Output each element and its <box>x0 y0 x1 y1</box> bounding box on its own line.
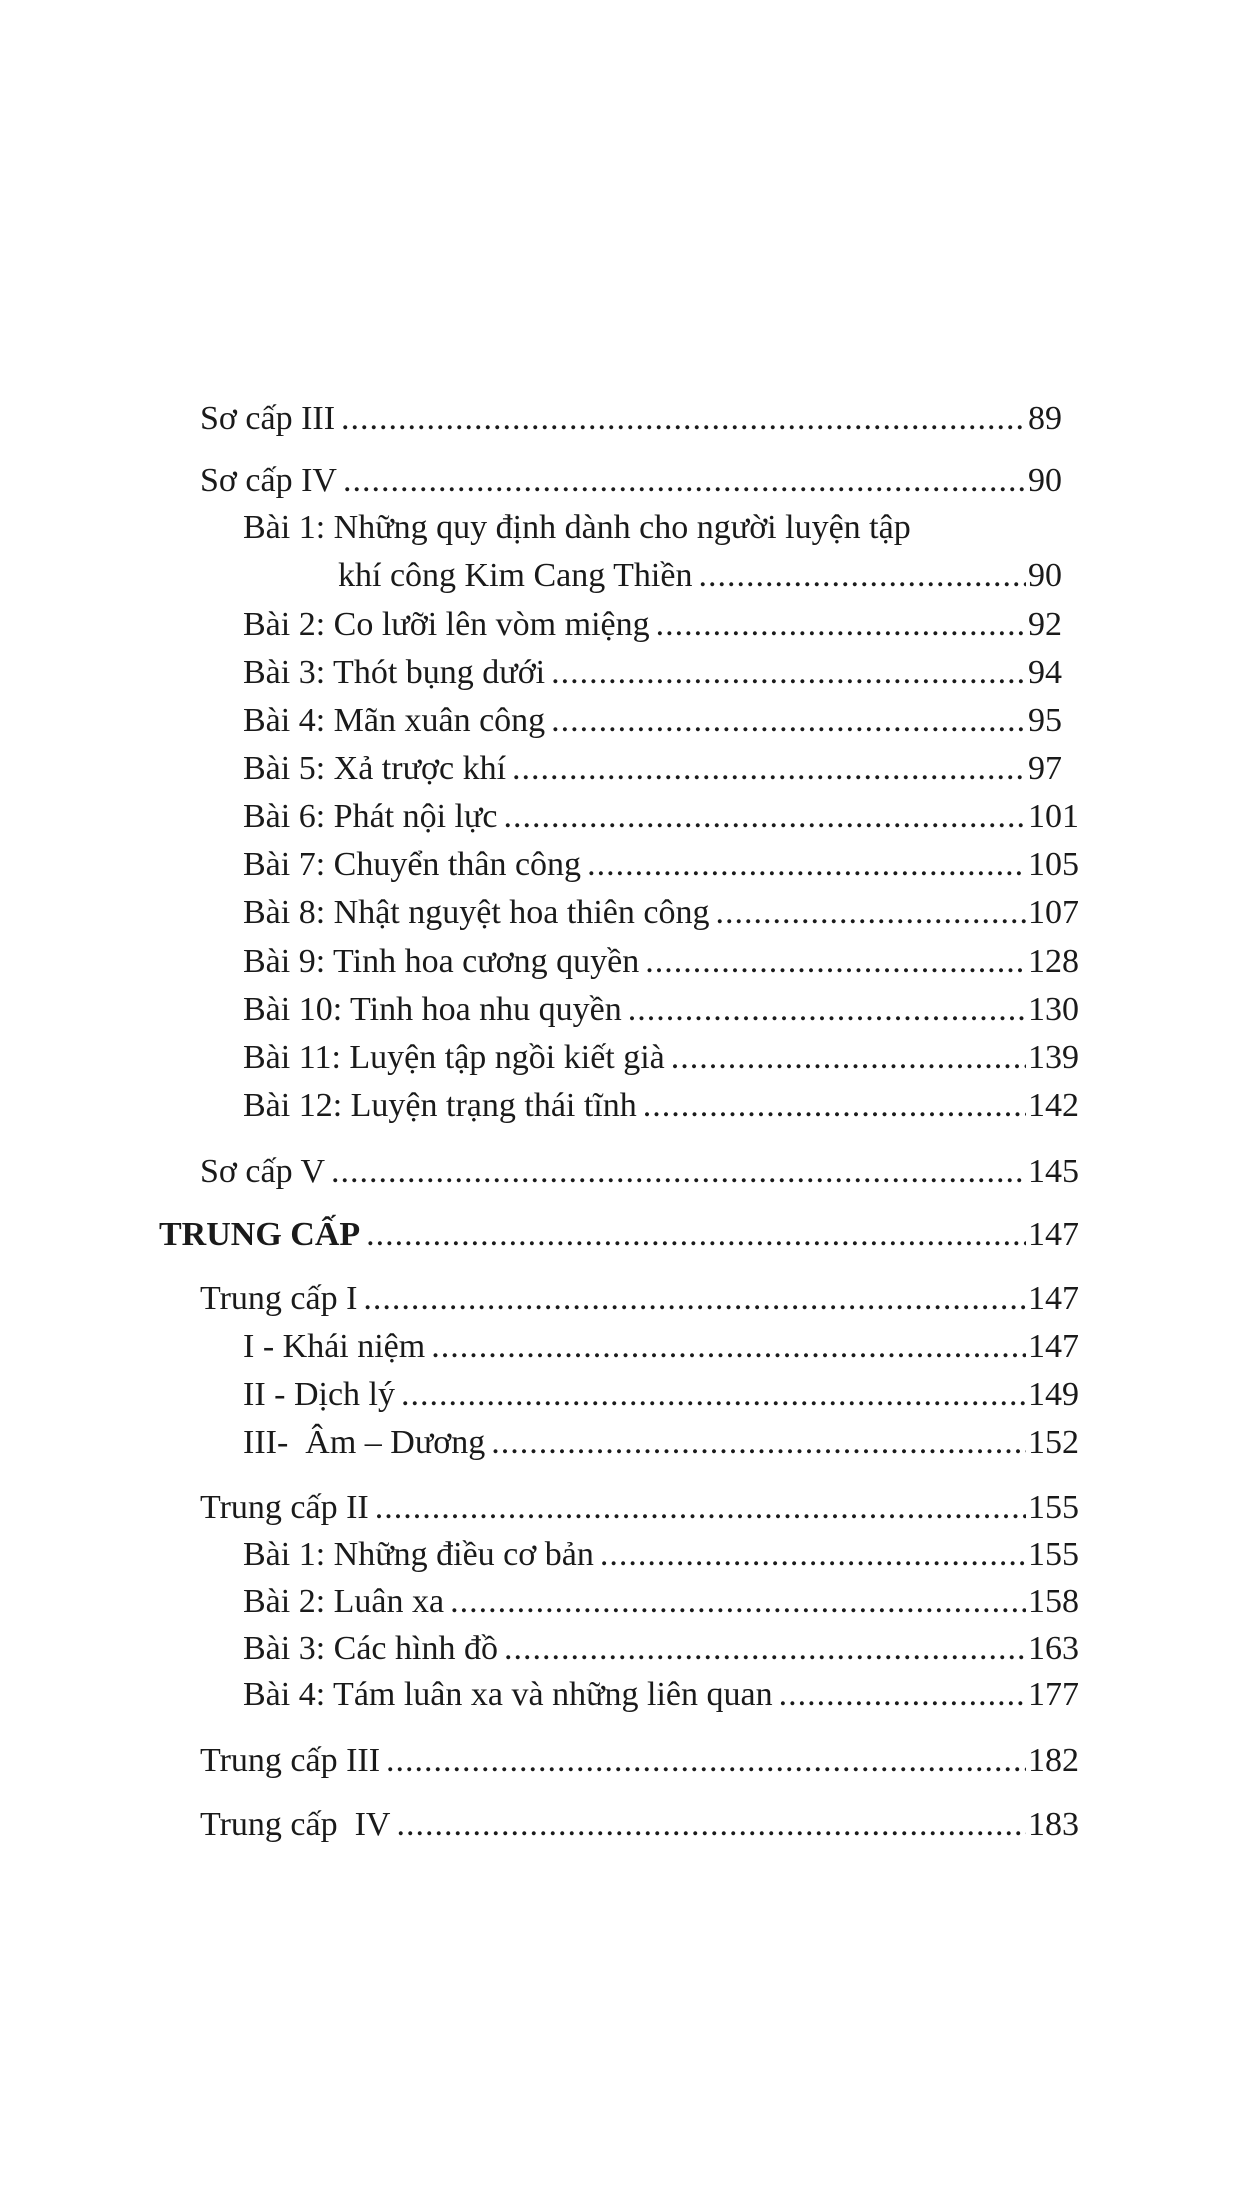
dot-leader <box>343 459 1026 503</box>
toc-entry-title: III- Âm – Dương <box>243 1424 486 1461</box>
dot-leader <box>779 1673 1026 1717</box>
toc-entry-page: 182 <box>1028 1742 1079 1779</box>
toc-entry-page: 147 <box>1028 1328 1079 1365</box>
dot-leader <box>341 397 1026 441</box>
toc-entry-title: Bài 4: Tám luân xa và những liên quan <box>243 1676 773 1713</box>
dot-leader <box>366 1213 1026 1257</box>
toc-entry[interactable] <box>243 1580 1079 1624</box>
dot-leader <box>431 1325 1026 1369</box>
toc-entry[interactable] <box>243 795 1079 839</box>
toc-entry-title: Bài 3: Thót bụng dưới <box>243 654 546 691</box>
toc-entry-title: Sơ cấp III <box>200 400 336 437</box>
toc-entry-title: Bài 8: Nhật nguyệt hoa thiên công <box>243 894 710 931</box>
toc-entry-title: khí công Kim Cang Thiền <box>338 557 693 594</box>
toc-entry-page: 105 <box>1028 846 1079 883</box>
toc-entry-page: 142 <box>1028 1087 1079 1124</box>
dot-leader <box>671 1036 1026 1080</box>
toc-entry-page: 147 <box>1028 1280 1079 1317</box>
dot-leader <box>643 1084 1026 1128</box>
dot-leader <box>587 843 1026 887</box>
toc-entry-title: Bài 9: Tinh hoa cương quyền <box>243 943 640 980</box>
toc-section-heading[interactable] <box>159 1213 1079 1257</box>
dot-leader <box>600 1533 1026 1577</box>
toc-entry[interactable] <box>243 843 1079 887</box>
dot-leader <box>551 651 1026 695</box>
dot-leader <box>363 1277 1026 1321</box>
toc-entry-page: 155 <box>1028 1536 1079 1573</box>
toc-entry-page: 158 <box>1028 1583 1079 1620</box>
toc-entry-page: 101 <box>1028 798 1079 835</box>
toc-entry-page: 152 <box>1028 1424 1079 1461</box>
toc-entry-title: Trung cấp IV <box>200 1806 391 1843</box>
toc-entry[interactable] <box>200 1150 1079 1194</box>
toc-entry-page: 94 <box>1028 654 1062 691</box>
toc-entry-page: 145 <box>1028 1153 1079 1190</box>
dot-leader <box>491 1421 1026 1465</box>
toc-entry[interactable] <box>243 988 1079 1032</box>
dot-leader <box>512 747 1026 791</box>
toc-entry[interactable] <box>200 1486 1079 1530</box>
toc-entry[interactable] <box>243 651 1062 695</box>
toc-entry-title: Bài 6: Phát nội lực <box>243 798 498 835</box>
toc-entry-title-line1: Bài 1: Những quy định dành cho người luyện tập <box>243 509 911 546</box>
toc-entry[interactable] <box>338 554 1062 598</box>
toc-entry-page: 177 <box>1028 1676 1079 1713</box>
toc-entry[interactable] <box>200 1803 1079 1847</box>
toc-entry-title: Bài 5: Xả trược khí <box>243 750 507 787</box>
toc-entry[interactable] <box>243 603 1062 647</box>
toc-entry[interactable] <box>200 459 1062 503</box>
toc-entry[interactable] <box>243 1673 1079 1717</box>
dot-leader <box>396 1803 1026 1847</box>
toc-entry[interactable] <box>200 1277 1079 1321</box>
toc-entry[interactable] <box>200 1739 1079 1783</box>
toc-entry-page: 183 <box>1028 1806 1079 1843</box>
toc-entry[interactable] <box>243 747 1062 791</box>
toc-entry-title: I - Khái niệm <box>243 1328 426 1365</box>
toc-entry-page: 147 <box>1028 1216 1079 1253</box>
toc-entry-page: 90 <box>1028 462 1062 499</box>
toc-entry-page: 92 <box>1028 606 1062 643</box>
toc-entry-page: 90 <box>1028 557 1062 594</box>
toc-entry[interactable] <box>243 699 1062 743</box>
toc-entry-title: II - Dịch lý <box>243 1376 396 1413</box>
dot-leader <box>331 1150 1026 1194</box>
toc-entry-title: Bài 7: Chuyển thân công <box>243 846 582 883</box>
dot-leader <box>645 940 1026 984</box>
dot-leader <box>715 891 1026 935</box>
toc-entry-page: 107 <box>1028 894 1079 931</box>
toc-entry[interactable] <box>243 1325 1079 1369</box>
dot-leader <box>628 988 1026 1032</box>
toc-entry-page: 163 <box>1028 1630 1079 1667</box>
dot-leader <box>504 795 1026 839</box>
toc-entry-title: Bài 3: Các hình đồ <box>243 1630 498 1667</box>
dot-leader <box>375 1486 1026 1530</box>
toc-entry[interactable] <box>243 1533 1079 1577</box>
dot-leader <box>504 1627 1026 1671</box>
dot-leader <box>450 1580 1026 1624</box>
toc-entry[interactable] <box>243 1373 1079 1417</box>
dot-leader <box>386 1739 1026 1783</box>
toc-entry-title: Bài 12: Luyện trạng thái tĩnh <box>243 1087 637 1124</box>
dot-leader <box>401 1373 1026 1417</box>
toc-entry-title: Trung cấp II <box>200 1489 369 1526</box>
toc-entry-title: TRUNG CẤP <box>159 1216 361 1253</box>
toc-entry-title: Bài 2: Co lưỡi lên vòm miệng <box>243 606 650 643</box>
toc-entry-title: Sơ cấp V <box>200 1153 326 1190</box>
toc-entry-title: Bài 11: Luyện tập ngồi kiết già <box>243 1039 665 1076</box>
toc-entry-page: 139 <box>1028 1039 1079 1076</box>
toc-entry-page: 149 <box>1028 1376 1079 1413</box>
toc-entry[interactable] <box>243 940 1079 984</box>
toc-entry-page: 128 <box>1028 943 1079 980</box>
toc-entry-title: Bài 10: Tinh hoa nhu quyền <box>243 991 622 1028</box>
dot-leader <box>551 699 1026 743</box>
toc-entry-title: Trung cấp III <box>200 1742 381 1779</box>
toc-entry-page: 130 <box>1028 991 1079 1028</box>
toc-entry[interactable] <box>243 1036 1079 1080</box>
toc-entry-title: Bài 4: Mãn xuân công <box>243 702 546 739</box>
toc-entry[interactable] <box>243 1084 1079 1128</box>
toc-entry-page: 155 <box>1028 1489 1079 1526</box>
toc-entry[interactable] <box>243 891 1079 935</box>
dot-leader <box>656 603 1026 647</box>
toc-entry[interactable] <box>200 397 1062 441</box>
toc-entry-title: Trung cấp I <box>200 1280 358 1317</box>
toc-entry-title: Sơ cấp IV <box>200 462 337 499</box>
toc-entry-title: Bài 1: Những điều cơ bản <box>243 1536 594 1573</box>
toc-entry-page: 97 <box>1028 750 1062 787</box>
toc-entry[interactable] <box>243 1627 1079 1671</box>
toc-entry-title: Bài 2: Luân xa <box>243 1583 445 1620</box>
toc-entry[interactable] <box>243 1421 1079 1465</box>
toc-entry-page: 89 <box>1028 400 1062 437</box>
toc-entry-page: 95 <box>1028 702 1062 739</box>
dot-leader <box>698 554 1026 598</box>
